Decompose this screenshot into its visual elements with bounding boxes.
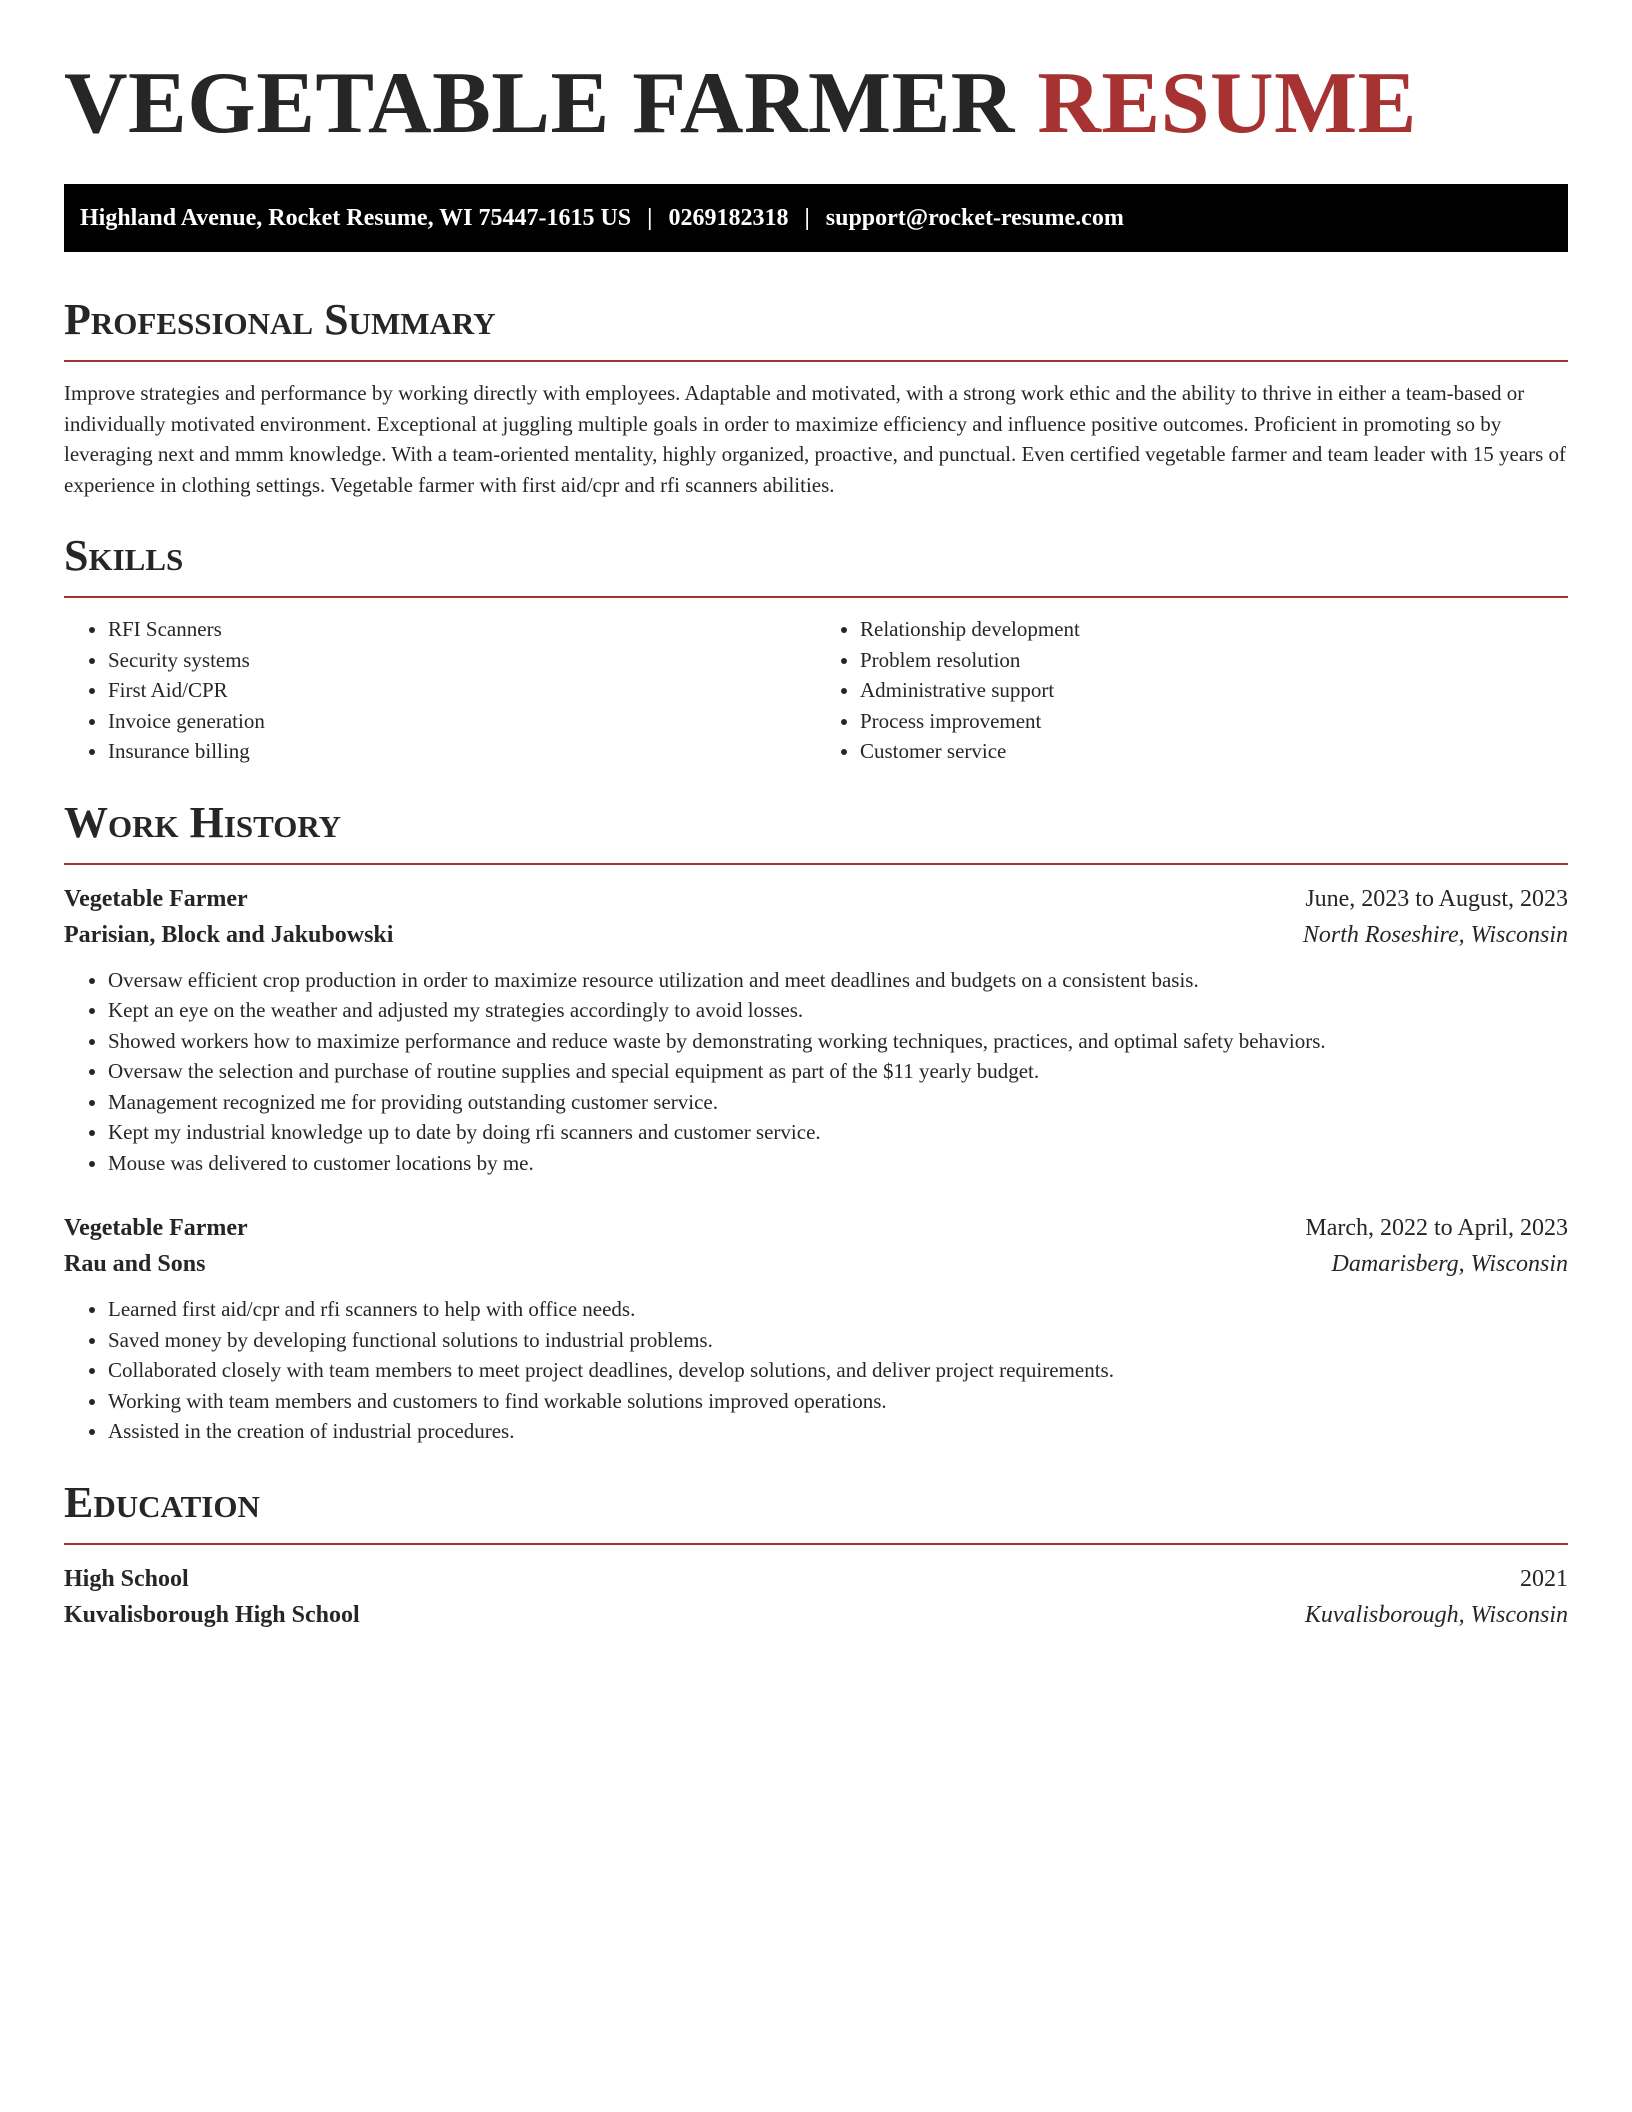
education-school: Kuvalisborough High School	[64, 1601, 360, 1628]
contact-separator: |	[647, 204, 653, 231]
skill-item: • Relationship development	[860, 614, 1568, 645]
contact-bar	[64, 184, 1568, 252]
education-heading: Education	[64, 1477, 260, 1527]
education-section	[64, 1479, 1568, 1633]
skill-item: • Problem resolution	[860, 645, 1568, 676]
section-divider	[64, 596, 1568, 598]
job-header-row	[64, 881, 1568, 917]
skill-item: • RFI Scanners	[108, 614, 816, 645]
job-bullets	[64, 965, 1568, 1179]
job-bullet: • Saved money by developing functional solutions to industrial problems.	[108, 1325, 1568, 1356]
job-bullet: • Assisted in the creation of industrial procedures.	[108, 1416, 1568, 1447]
contact-separator: |	[804, 204, 810, 231]
job-location: Damarisberg, Wisconsin	[1331, 1251, 1568, 1277]
resume-title	[64, 55, 1568, 152]
job-entry	[64, 881, 1568, 1179]
work-section	[64, 799, 1568, 1447]
job-title: Vegetable Farmer	[64, 885, 248, 912]
job-bullet: • Learned first aid/cpr and rfi scanners to help with office needs.	[108, 1294, 1568, 1325]
job-company: Rau and Sons	[64, 1251, 206, 1277]
skill-item: • Process improvement	[860, 706, 1568, 737]
summary-section	[64, 296, 1568, 500]
contact-email: support@rocket-resume.com	[825, 204, 1124, 231]
skill-item: • Invoice generation	[108, 706, 816, 737]
job-location: North Roseshire, Wisconsin	[1302, 921, 1568, 948]
skills-list-left	[64, 614, 816, 767]
skills-heading: Skills	[64, 531, 184, 580]
job-title: Vegetable Farmer	[64, 1215, 248, 1241]
education-location: Kuvalisborough, Wisconsin	[1304, 1601, 1568, 1628]
title-main: VEGETABLE FARMER	[64, 55, 1015, 152]
education-school-row	[64, 1597, 1568, 1633]
job-company: Parisian, Block and Jakubowski	[64, 921, 394, 948]
job-bullet: • Oversaw efficient crop production in order to maximize resource utilization and meet deadlines and budgets on a consistent basis.	[108, 965, 1568, 996]
skills-section	[64, 532, 1568, 767]
job-bullet: • Mouse was delivered to customer locations by me.	[108, 1148, 1568, 1179]
title-accent: RESUME	[1037, 55, 1417, 152]
job-company-row	[64, 1246, 1568, 1282]
job-bullet: • Showed workers how to maximize performance and reduce waste by demonstrating working techniques, practices, and optimal safety behaviors.	[108, 1026, 1568, 1057]
section-divider	[64, 863, 1568, 865]
job-bullets	[64, 1294, 1568, 1447]
summary-heading: Professional Summary	[64, 295, 496, 344]
job-bullet: • Kept my industrial knowledge up to date by doing rfi scanners and customer service.	[108, 1117, 1568, 1148]
job-header-row	[64, 1210, 1568, 1246]
skill-item: • Insurance billing	[108, 736, 816, 767]
job-bullet: • Oversaw the selection and purchase of routine supplies and special equipment as part of the $11 yearly budget.	[108, 1056, 1568, 1087]
job-bullet: • Management recognized me for providing outstanding customer service.	[108, 1087, 1568, 1118]
section-divider	[64, 360, 1568, 362]
job-dates: March, 2022 to April, 2023	[1305, 1215, 1568, 1241]
skill-item: • First Aid/CPR	[108, 675, 816, 706]
skills-grid	[64, 614, 1568, 767]
education-degree-row	[64, 1561, 1568, 1597]
skill-item: • Administrative support	[860, 675, 1568, 706]
education-entry	[64, 1561, 1568, 1633]
work-heading: Work History	[64, 797, 342, 847]
education-degree: High School	[64, 1565, 189, 1592]
skills-list-right	[816, 614, 1568, 767]
job-entry	[64, 1210, 1568, 1447]
section-divider	[64, 1543, 1568, 1545]
skill-item: • Security systems	[108, 645, 816, 676]
contact-address: Highland Avenue, Rocket Resume, WI 75447-1615 US	[80, 204, 632, 231]
skill-item: • Customer service	[860, 736, 1568, 767]
education-year: 2021	[1520, 1565, 1568, 1592]
job-bullet: • Collaborated closely with team members to meet project deadlines, develop solutions, and deliver project requirements.	[108, 1355, 1568, 1386]
contact-phone: 0269182318	[668, 204, 789, 231]
job-dates: June, 2023 to August, 2023	[1305, 885, 1568, 912]
job-company-row	[64, 917, 1568, 953]
job-bullet: • Kept an eye on the weather and adjusted my strategies accordingly to avoid losses.	[108, 995, 1568, 1026]
job-bullet: • Working with team members and customers to find workable solutions improved operations.	[108, 1386, 1568, 1417]
summary-text: Improve strategies and performance by working directly with employees. Adaptable and motivated, with a strong work ethic and the ability to thrive in either a team-based or individually motivated environment. Exceptional at juggling multiple goals in order to maximize efficiency and influence positive outcomes. Proficient in promoting so by leveraging next and mmm knowledge. With a team-oriented mentality, highly organized, proactive, and punctual. Even certified vegetable farmer and team leader with 15 years of experience in clothing settings. Vegetable farmer with first aid/cpr and rfi scanners abilities.	[64, 381, 1567, 497]
